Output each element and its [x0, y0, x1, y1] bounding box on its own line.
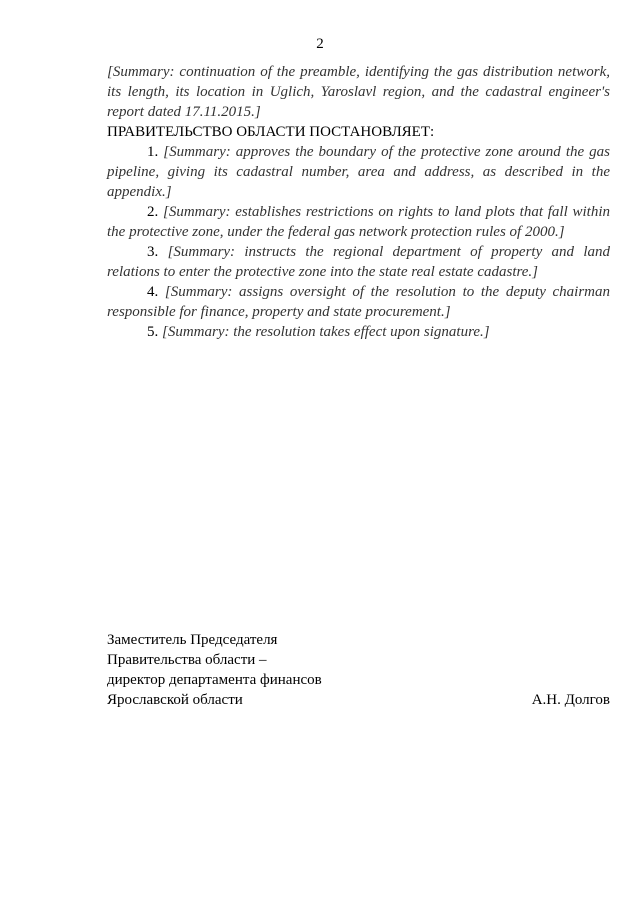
- clause-number: 5.: [147, 324, 159, 340]
- signatory-title-line: директор департамента финансов: [107, 672, 322, 688]
- page-number: 2: [316, 36, 324, 52]
- document-body: [107, 62, 610, 342]
- clause-number: 3.: [147, 244, 159, 260]
- clause-5: [107, 322, 610, 342]
- signature-block: [107, 630, 610, 710]
- signatory-name: А.Н. Долгов: [531, 692, 610, 708]
- clause-number: 4.: [147, 284, 159, 300]
- clause-number: 1.: [147, 144, 159, 160]
- clause-1: [107, 142, 610, 202]
- signatory-title-line: Правительства области –: [107, 652, 267, 668]
- signatory-title-line: Заместитель Председателя: [107, 632, 278, 648]
- clause-4: [107, 282, 610, 322]
- clause-3: [107, 242, 610, 282]
- signatory-title-line: Ярославской области: [107, 692, 243, 708]
- clause-summary: [Summary: instructs the regional department of property and land relations to enter the protective zone into the state real estate cadastre.]: [107, 244, 610, 280]
- clause-2: [107, 202, 610, 242]
- clause-number: 2.: [147, 204, 159, 220]
- opening-summary: [Summary: continuation of the preamble, identifying the gas distribution network, its length, its location in Uglich, Yaroslavl region, and the cadastral engineer's report dated 17.11.2015.]: [107, 64, 610, 120]
- clause-summary: [Summary: approves the boundary of the protective zone around the gas pipeline, giving its cadastral number, area and address, as described in the appendix.]: [107, 144, 610, 200]
- clause-summary: [Summary: the resolution takes effect upon signature.]: [162, 324, 490, 340]
- clause-summary: [Summary: assigns oversight of the resolution to the deputy chairman responsible for finance, property and state procurement.]: [107, 284, 610, 320]
- resolution-heading: ПРАВИТЕЛЬСТВО ОБЛАСТИ ПОСТАНОВЛЯЕТ:: [107, 124, 435, 140]
- clause-summary: [Summary: establishes restrictions on rights to land plots that fall within the protective zone, under the federal gas network protection rules of 2000.]: [107, 204, 611, 240]
